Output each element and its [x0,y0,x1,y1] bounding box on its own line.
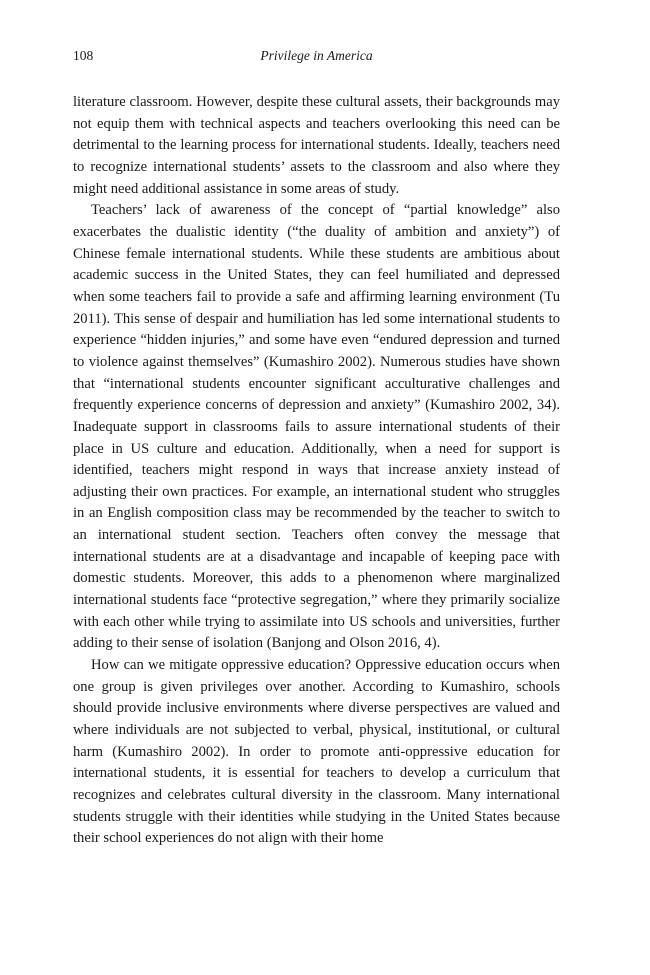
paragraph: Teachers’ lack of awareness of the concept of “partial knowledge” also exacerbates the dualistic identity (“the duality of ambition and anxiety”) of Chinese female international students. While these students are ambitious about academic success in the United States, they can feel humiliated and depressed when some teachers fail to provide a safe and affirming learning environment (Tu 2011). This sense of despair and humiliation has led some international students to experience “hidden injuries,” and some have even “endured depression and turned to violence against themselves” (Kumashiro 2002). Numerous studies have shown that “international students encounter significant acculturative challenges and frequently experience concerns of depression and anxiety” (Kumashiro 2002, 34). Inadequate support in classrooms fails to assure international students of their place in US culture and education. Additionally, when a need for support is identified, teachers might respond in ways that increase anxiety instead of adjusting their own practices. For example, an international student who struggles in an English composition class may be recommended by the teacher to switch to an international student section. Teachers often convey the message that international students are at a disadvantage and incapable of keeping pace with domestic students. Moreover, this adds to a phenomenon where marginalized international students face “protective segregation,” where they primarily socialize with each other while trying to assimilate into US schools and universities, further adding to their sense of isolation (Banjong and Olson 2016, 4). [73,202,560,652]
running-title: Privilege in America [260,48,373,63]
page-number: 108 [73,48,94,63]
body-text [73,92,560,850]
paragraph: literature classroom. However, despite these cultural assets, their backgrounds may not equip them with technical aspects and teachers overlooking this need can be detrimental to the learning process for international students. Ideally, teachers need to recognize international students’ assets to the classroom and also where they might need additional assistance in some areas of study. [73,94,560,197]
page-header [73,48,560,66]
paragraph: How can we mitigate oppressive education? Oppressive education occurs when one group is given privileges over another. According to Kumashiro, schools should provide inclusive environments where diverse perspectives are valued and where individuals are not subjected to verbal, physical, institutional, or cultural harm (Kumashiro 2002). In order to promote anti-oppressive education for international students, it is essential for teachers to develop a curriculum that recognizes and celebrates cultural diversity in the classroom. Many international students struggle with their identities while studying in the United States because their school experiences do not align with their home [73,657,560,847]
